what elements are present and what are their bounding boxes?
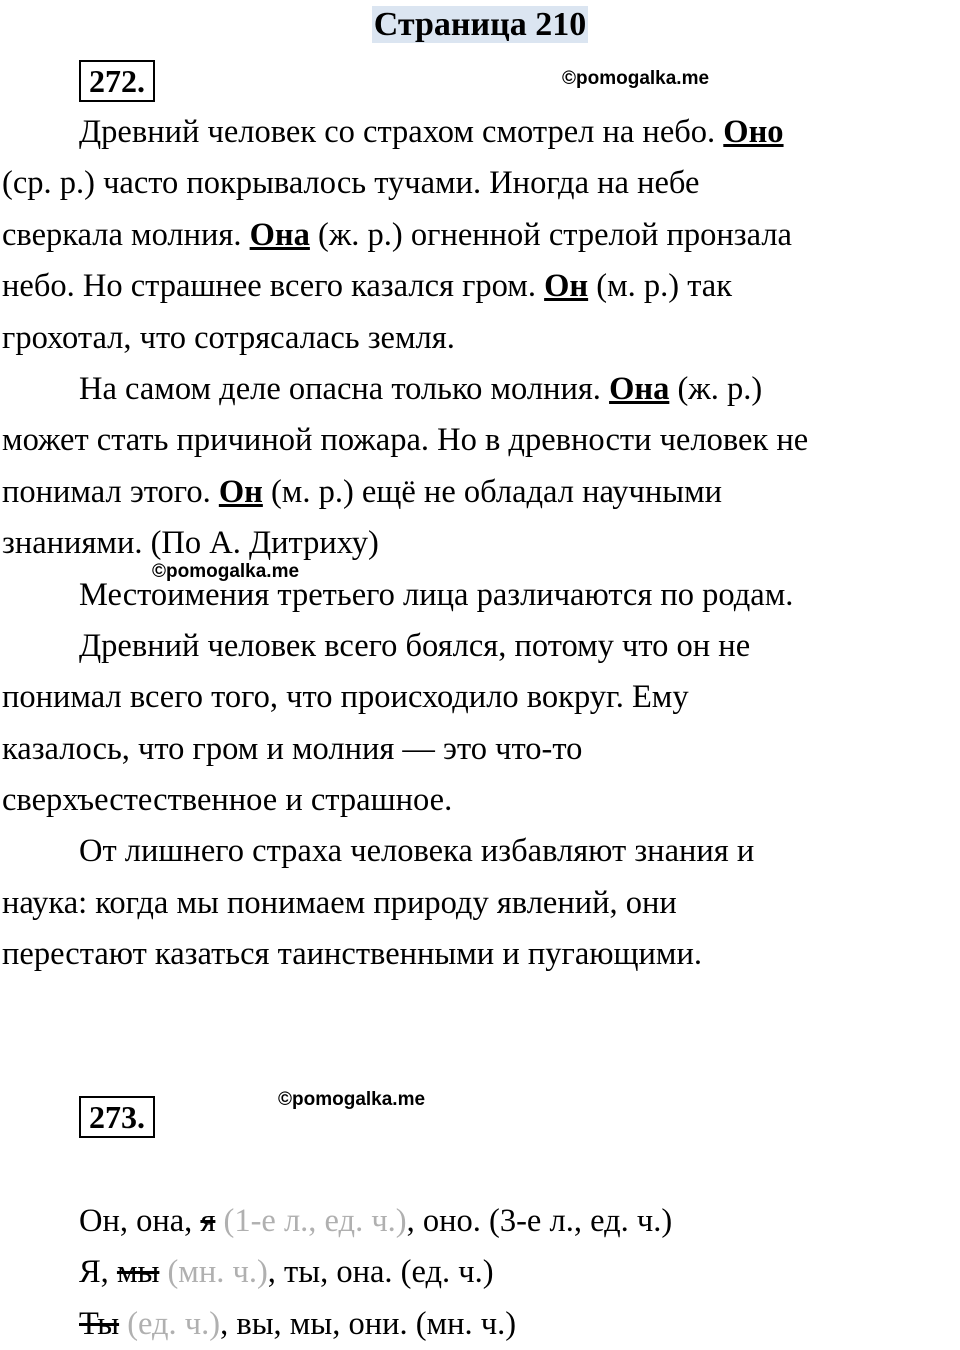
text-line	[2, 467, 960, 518]
text-line	[2, 107, 960, 158]
text-fragment: казалось, что гром и молния — это что-то	[2, 730, 583, 767]
pronoun: Она	[609, 370, 670, 407]
text-line	[2, 929, 960, 980]
page-title	[0, 3, 960, 47]
text-fragment: сверкала молния.	[2, 216, 250, 253]
task-number-dot: .	[137, 1099, 145, 1135]
pronoun: Она	[249, 216, 310, 253]
text-fragment: , вы, мы, они. (мн. ч.)	[220, 1305, 517, 1342]
text-fragment: понимал всего того, что происходило вокруг. Ему	[2, 679, 689, 716]
text-line	[2, 313, 960, 364]
text-fragment: перестают казаться таинственными и пугающими.	[2, 936, 703, 973]
grammar-note: (ед. ч.)	[119, 1305, 221, 1342]
pronoun: Он	[218, 473, 263, 510]
task-272-text	[2, 107, 960, 981]
text-fragment: На самом деле опасна только молния.	[79, 370, 610, 407]
watermark: ©pomogalka.me	[278, 1089, 426, 1110]
text-fragment: может стать причиной пожара. Но в древности человек не	[2, 422, 809, 459]
text-fragment: Он, она,	[79, 1203, 201, 1239]
text-fragment: Местоимения третьего лица различаются по родам.	[79, 576, 794, 613]
pronoun: Оно	[723, 114, 784, 150]
pronoun: Он	[544, 268, 589, 305]
watermark: ©pomogalka.me	[152, 561, 300, 582]
text-line	[2, 570, 960, 621]
text-fragment: От лишнего страха человека избавляют знания и	[79, 833, 755, 870]
struck-word: Ты	[79, 1305, 120, 1342]
text-fragment: (м. р.) так	[588, 268, 733, 305]
text-line	[2, 724, 960, 775]
task-number-dot: .	[137, 63, 145, 99]
text-line	[2, 518, 960, 569]
task-number-box	[79, 1096, 155, 1138]
text-fragment: грохотал, что сотрясалась земля.	[2, 319, 455, 356]
watermark: ©pomogalka.me	[562, 68, 710, 89]
task-number-text: 272	[89, 63, 137, 99]
struck-word: мы	[116, 1254, 160, 1291]
text-line	[2, 878, 960, 929]
text-fragment: , ты, она. (ед. ч.)	[267, 1254, 494, 1291]
struck-word: я	[200, 1203, 216, 1239]
grammar-note: (мн. ч.)	[159, 1254, 268, 1291]
text-line	[2, 364, 960, 415]
task-number-text: 273	[89, 1099, 137, 1135]
text-fragment: знаниями. (По А. Дитриху)	[2, 525, 379, 562]
text-line	[2, 621, 960, 672]
text-fragment: Древний человек со страхом смотрел на небо.	[79, 114, 724, 150]
page-title-text: Страница 210	[373, 6, 587, 43]
task-272-number	[79, 60, 155, 102]
text-line	[2, 826, 960, 877]
text-line	[2, 158, 960, 209]
text-fragment: небо. Но страшнее всего казался гром.	[2, 268, 545, 305]
text-fragment: (м. р.) ещё не обладал научными	[262, 473, 723, 510]
text-fragment: сверхъестественное и страшное.	[2, 782, 453, 819]
text-fragment: (ж. р.) огненной стрелой пронзала	[309, 216, 792, 253]
grammar-note: (1-е л., ед. ч.)	[215, 1203, 407, 1239]
text-fragment: Древний человек всего боялся, потому что он не	[79, 627, 751, 664]
text-line	[2, 1196, 960, 1247]
text-fragment: понимал этого.	[2, 473, 219, 510]
text-line	[2, 415, 960, 466]
text-line	[2, 210, 960, 261]
text-fragment: (ж. р.)	[669, 370, 763, 407]
text-line	[2, 672, 960, 723]
text-fragment: Я,	[79, 1254, 117, 1291]
text-line	[2, 1247, 960, 1298]
text-fragment: (ср. р.) часто покрывалось тучами. Иногда на небе	[2, 165, 700, 202]
task-number-box	[79, 60, 155, 102]
task-273-text	[2, 1196, 960, 1350]
task-273-number	[79, 1096, 155, 1138]
text-line	[2, 261, 960, 312]
text-fragment: , оно. (3-е л., ед. ч.)	[406, 1203, 673, 1239]
text-line	[2, 1299, 960, 1350]
text-fragment: наука: когда мы понимаем природу явлений, они	[2, 884, 677, 921]
text-line	[2, 775, 960, 826]
